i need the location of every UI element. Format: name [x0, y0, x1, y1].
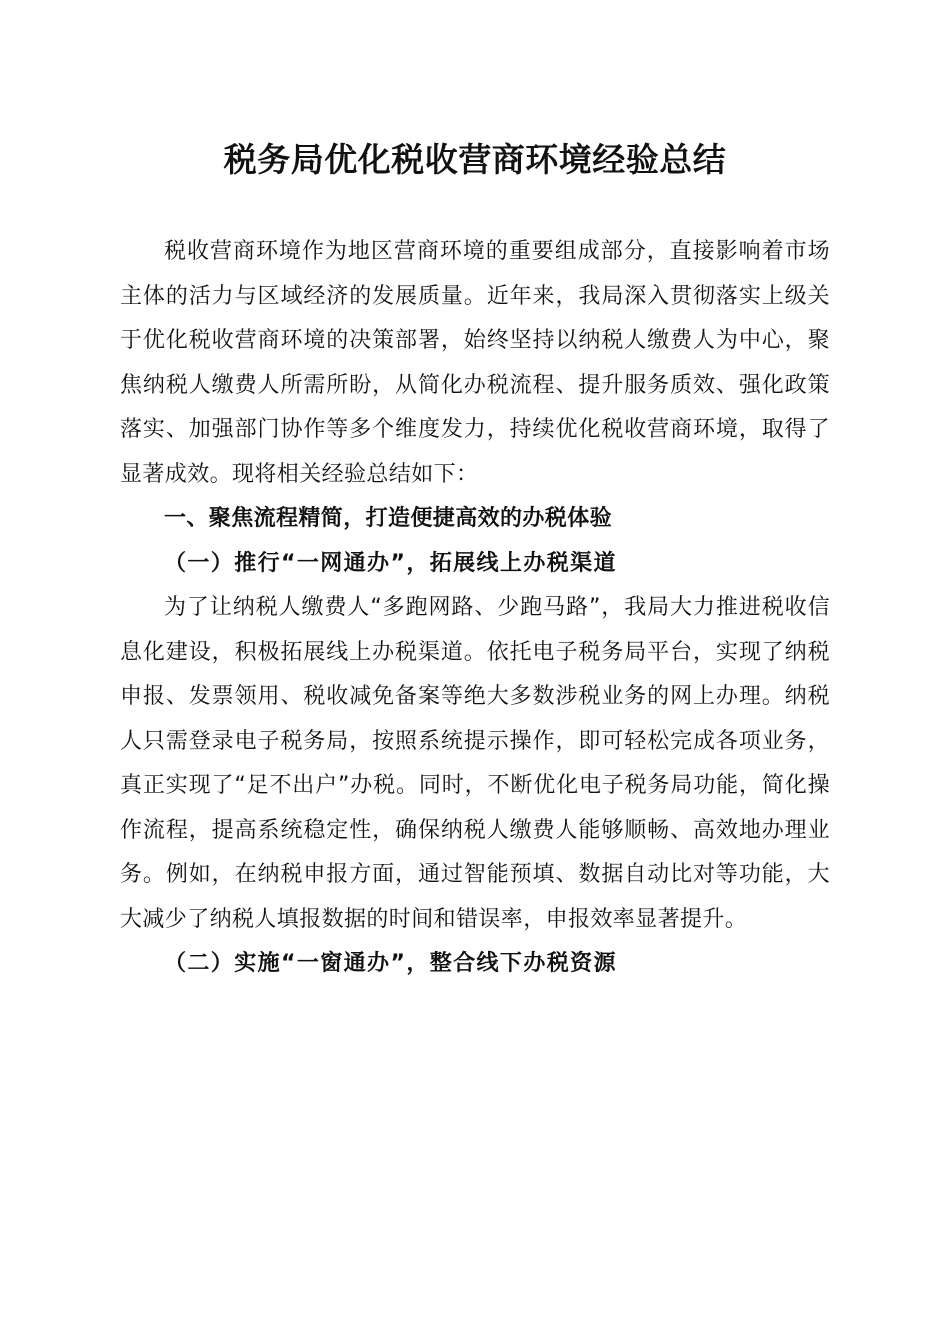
section-heading-1: 一、聚焦流程精简，打造便捷高效的办税体验 [164, 506, 613, 531]
subsection-heading-2: （二）实施“一窗通办”，整合线下办税资源 [164, 951, 617, 976]
subsection-1-paragraph: 为了让纳税人缴费人“多跑网路、少跑马路”，我局大力推进税收信息化建设，积极拓展线上办税渠道。依托电子税务局平台，实现了纳税申报、发票领用、税收减免备案等绝大多数涉税业务的网上办理。纳税人只需登录电子税务局，按照系统提示操作，即可轻松完成各项业务，真正实现了“足不出户”办税。同时，不断优化电子税务局功能，简化操作流程，提高系统稳定性，确保纳税人缴费人能够顺畅、高效地办理业务。例如，在纳税申报方面，通过智能预填、数据自动比对等功能，大大减少了纳税人填报数据的时间和错误率，申报效率显著提升。 [120, 595, 830, 932]
page-title: 税务局优化税收营商环境经验总结 [223, 140, 727, 179]
subsection-heading-1: （一）推行“一网通办”，拓展线上办税渠道 [164, 550, 617, 576]
intro-paragraph: 税收营商环境作为地区营商环境的重要组成部分，直接影响着市场主体的活力与区域经济的发展质量。近年来，我局深入贯彻落实上级关于优化税收营商环境的决策部署，始终坚持以纳税人缴费人为中心，聚焦纳税人缴费人所需所盼，从简化办税流程、提升服务质效、强化政策落实、加强部门协作等多个维度发力，持续优化税收营商环境，取得了显著成效。现将相关经验总结如下： [120, 239, 830, 487]
document-body [120, 230, 830, 987]
